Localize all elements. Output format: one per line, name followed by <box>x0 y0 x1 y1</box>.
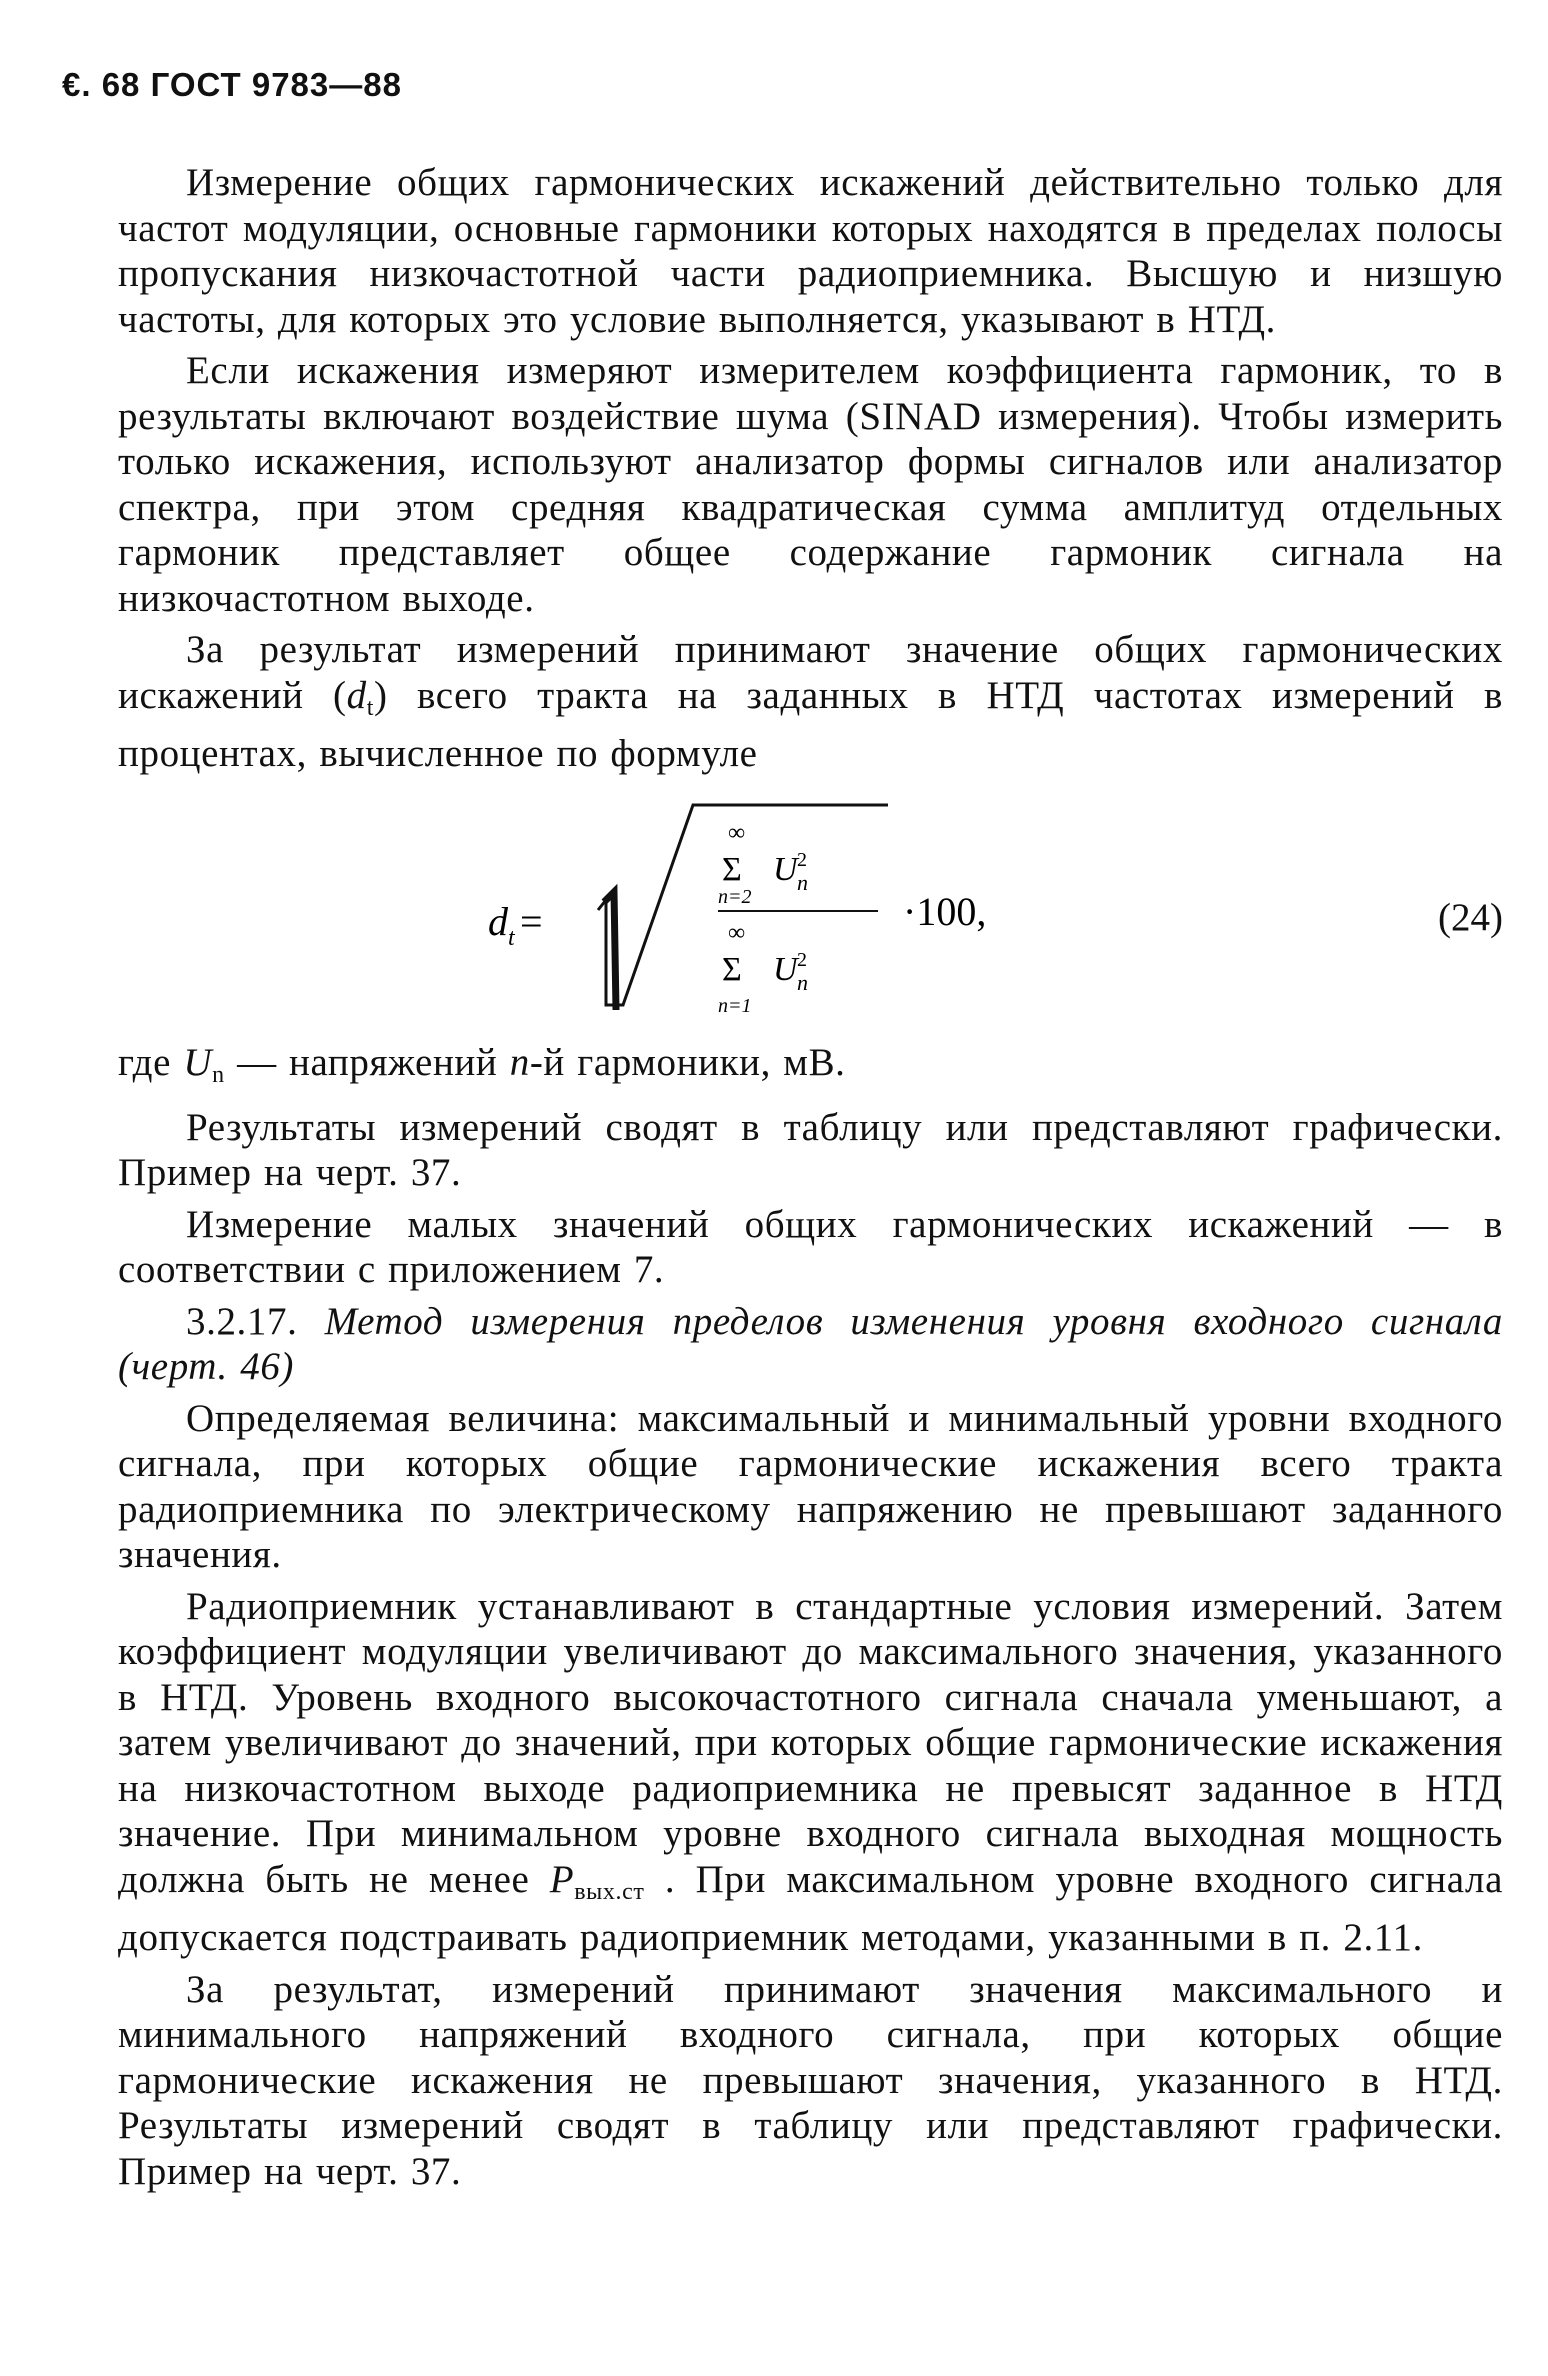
den-var-sup: 2 <box>797 949 807 971</box>
section-number: 3.2.17. <box>186 1299 298 1343</box>
den-infinity: ∞ <box>728 920 746 946</box>
den-var: U <box>773 951 798 988</box>
num-var-sup: 2 <box>797 849 807 871</box>
where-line: где $U_n$ — напряжений n-й гармоники, мВ. <box>118 1041 846 1088</box>
var-d-sub: t <box>366 694 374 721</box>
paragraph-2: Если искажения измеряют измерителем коэффициента гармоник, то в результаты включают воздействие шума (SINAD измерения). Чтобы измерить только искажения, используют анализатор формы сигналов или анализатор спектра, при этом средняя квадратическая сумма амплитуд отдельных гармоник представляет общее содержание гармоник сигнала на низкочастотном выходе. <box>118 349 1503 620</box>
paragraph-6: Определяемая величина: максимальный и минимальный уровни входного сигнала, при которых общие гармонические искажения всего тракта радиоприемника по электрическому напряжению не превышают заданного значения. <box>118 1396 1503 1576</box>
formula-24 <box>118 800 1503 1035</box>
formula-lhs: d <box>488 899 508 944</box>
var-p-sub: вых.ст <box>574 1878 645 1905</box>
formula-factor: ·100, <box>903 889 987 934</box>
formula-equals: = <box>520 899 543 944</box>
num-sum: Σ <box>722 851 742 888</box>
paragraph-7: Радиоприемник устанавливают в стандартные условия измерений. Затем коэффициент модуляции увеличивают до максимального значения, указанного в НТД. Уровень входного высокочастотного сигнала сначала уменьшают, а затем увеличивают до значений, при которых общие гармонические искажения на низкочастотном выходе радиоприемника не превысят заданное в НТД значение. При минимальном уровне входного сигнала выходная мощность должна быть не менее $P_{вых.ст}$ . При максимальном уровне входного сигнала допускается подстраивать радиоприемник методами, указанными в п. 2.11. <box>118 1584 1503 1959</box>
section-heading <box>118 1299 1503 1390</box>
num-lower: n=2 <box>718 886 752 908</box>
paragraph-4: Результаты измерений сводят в таблицу или представляют графически. Пример на черт. 37. <box>118 1105 1503 1194</box>
paragraph-8: За результат, измерений принимают значения максимального и минимального напряжений входного сигнала, при которых общие гармонические искажения не превышают значения, указанного в НТД. Результаты измерений сводят в таблицу или представляют графически. Пример на черт. 37. <box>118 1967 1503 2193</box>
var-p: P <box>549 1857 575 1901</box>
text-block-top <box>118 160 1503 783</box>
num-var: U <box>773 851 798 888</box>
den-lower: n=1 <box>718 995 752 1017</box>
paragraph-3: За результат измерений принимают значение общих гармонических искажений $(d_t)$ всего тракта на заданных в НТД частотах измерений в процентах, вычисленное по формуле <box>118 628 1503 775</box>
section-title: Метод измерения пределов изменения уровня входного сигнала (черт. 46) <box>118 1299 1503 1388</box>
formula-number: (24) <box>1438 896 1503 939</box>
den-var-sub: n <box>797 970 808 995</box>
num-var-sub: n <box>797 870 808 895</box>
page-header: €. 68 ГОСТ 9783—88 <box>62 66 402 103</box>
formula-lhs-sub: t <box>508 925 515 951</box>
den-sum: Σ <box>722 951 742 988</box>
paragraph-1: Измерение общих гармонических искажений действительно только для частот модуляции, основные гармоники которых находятся в пределах полосы пропускания низкочастотной части радиоприемника. Высшую и низшую частоты, для которых это условие выполняется, указывают в НТД. <box>118 161 1503 341</box>
num-infinity: ∞ <box>728 820 746 846</box>
var-d: d <box>346 673 367 717</box>
text-block-bottom <box>118 1040 1503 2200</box>
paragraph-5: Измерение малых значений общих гармонических искажений — в соответствии с приложением 7. <box>118 1202 1503 1291</box>
formula-graphic <box>118 800 1503 1035</box>
